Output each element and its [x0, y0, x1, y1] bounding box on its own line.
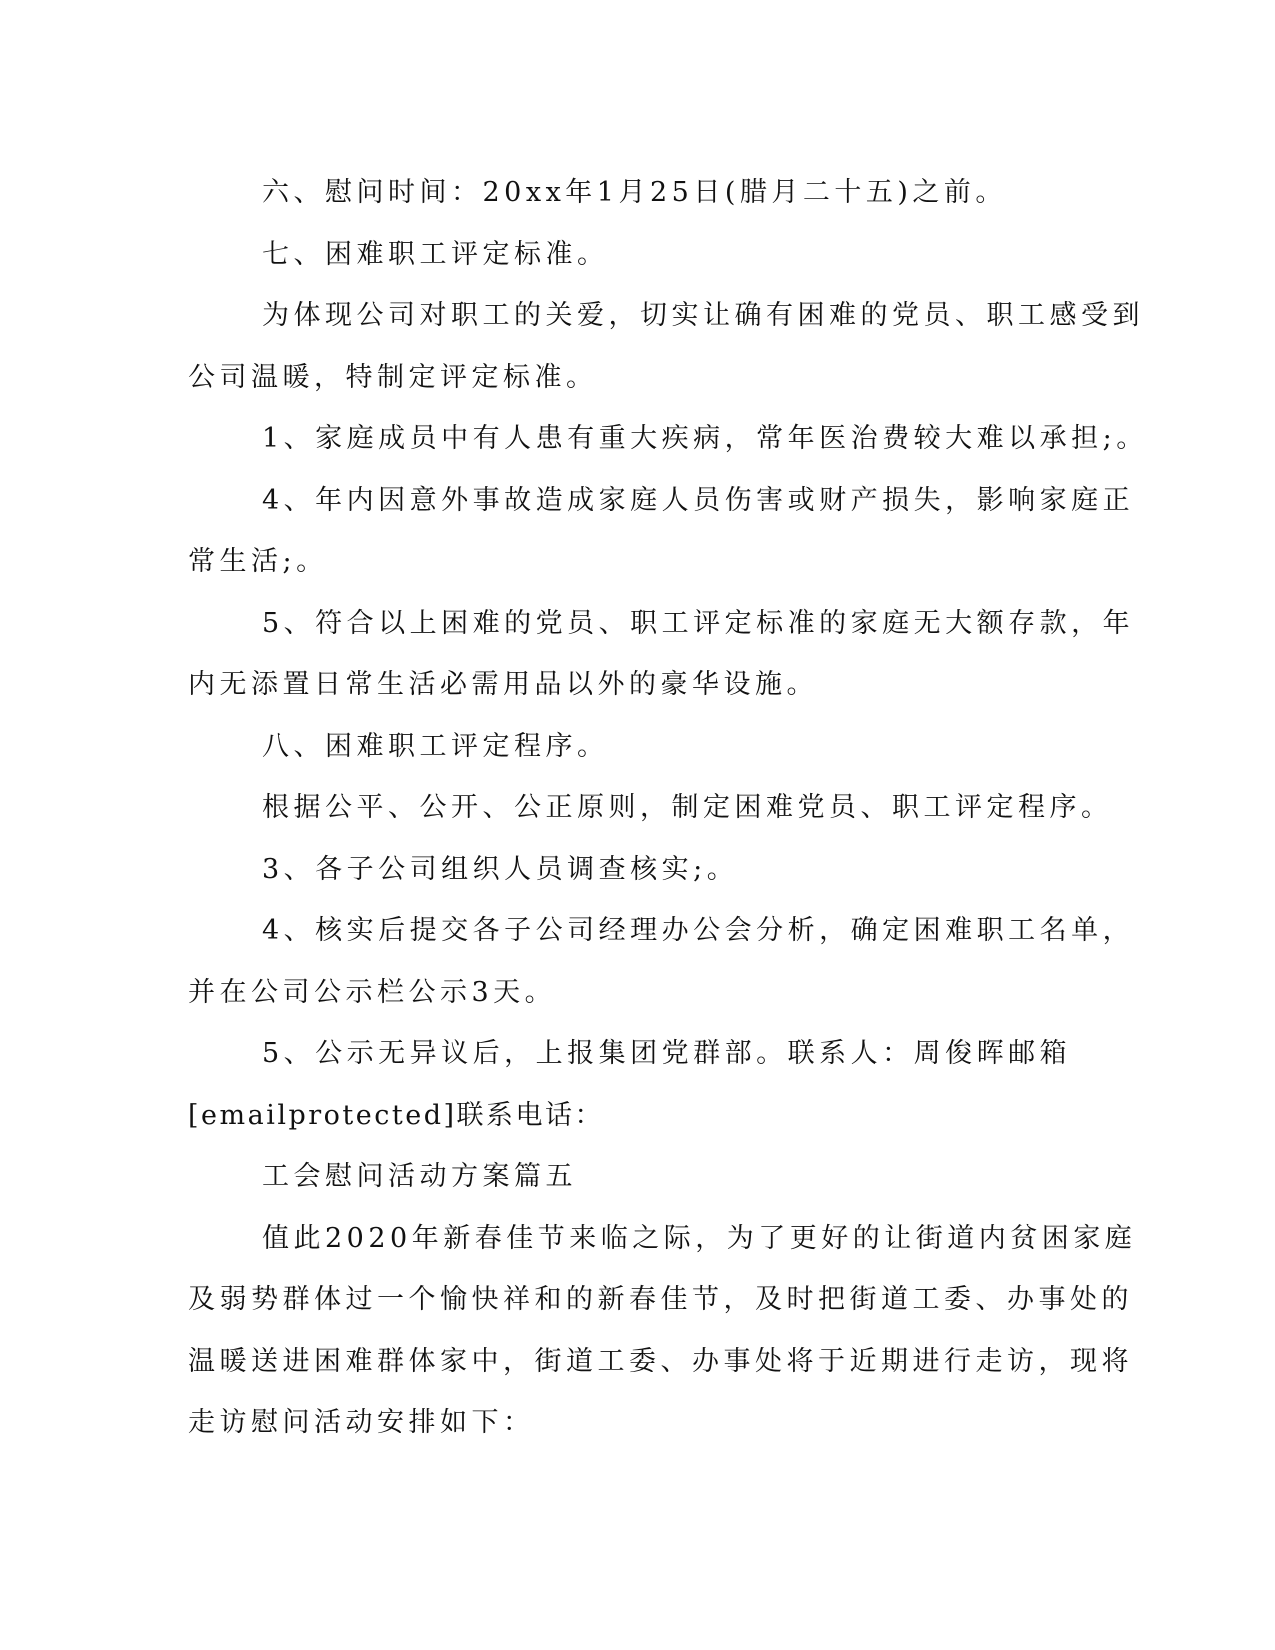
line-2: 七、困难职工评定标准。: [262, 238, 609, 270]
line-20: 温暖送进困难群体家中，街道工委、办事处将于近期进行走访，现将: [188, 1345, 1133, 1377]
line-8: 5、符合以上困难的党员、职工评定标准的家庭无大额存款，年: [262, 607, 1135, 639]
line-11: 根据公平、公开、公正原则，制定困难党员、职工评定程序。: [262, 792, 1113, 823]
line-14: 并在公司公示栏公示3天。: [188, 976, 557, 1008]
line-16: [emailprotected]联系电话：: [188, 1099, 605, 1131]
line-18: 值此2020年新春佳节来临之际，为了更好的让街道内贫困家庭: [262, 1222, 1137, 1254]
line-3: 为体现公司对职工的关爱，切实让确有困难的党员、职工感受到: [262, 300, 1144, 331]
line-9: 内无添置日常生活必需用品以外的豪华设施。: [188, 669, 818, 700]
line-7: 常生活;。: [188, 546, 328, 577]
line-13: 4、核实后提交各子公司经理办公会分析，确定困难职工名单，: [262, 915, 1135, 946]
line-21: 走访慰问活动安排如下：: [188, 1407, 535, 1438]
section-heading: 工会慰问活动方案篇五: [262, 1161, 577, 1192]
line-1: 六、慰问时间：20xx年1月25日(腊月二十五)之前。: [262, 177, 1007, 208]
line-19: 及弱势群体过一个愉快祥和的新春佳节，及时把街道工委、办事处的: [188, 1284, 1133, 1315]
document-body: [188, 162, 1148, 1454]
line-6: 4、年内因意外事故造成家庭人员伤害或财产损失，影响家庭正: [262, 484, 1135, 516]
line-12: 3、各子公司组织人员调查核实;。: [262, 853, 739, 885]
line-4: 公司温暖，特制定评定标准。: [188, 361, 598, 393]
line-5: 1、家庭成员中有人患有重大疾病，常年医治费较大难以承担;。: [262, 423, 1148, 454]
line-10: 八、困难职工评定程序。: [262, 730, 609, 762]
line-15: 5、公示无异议后，上报集团党群部。联系人：周俊晖邮箱: [262, 1038, 1072, 1069]
